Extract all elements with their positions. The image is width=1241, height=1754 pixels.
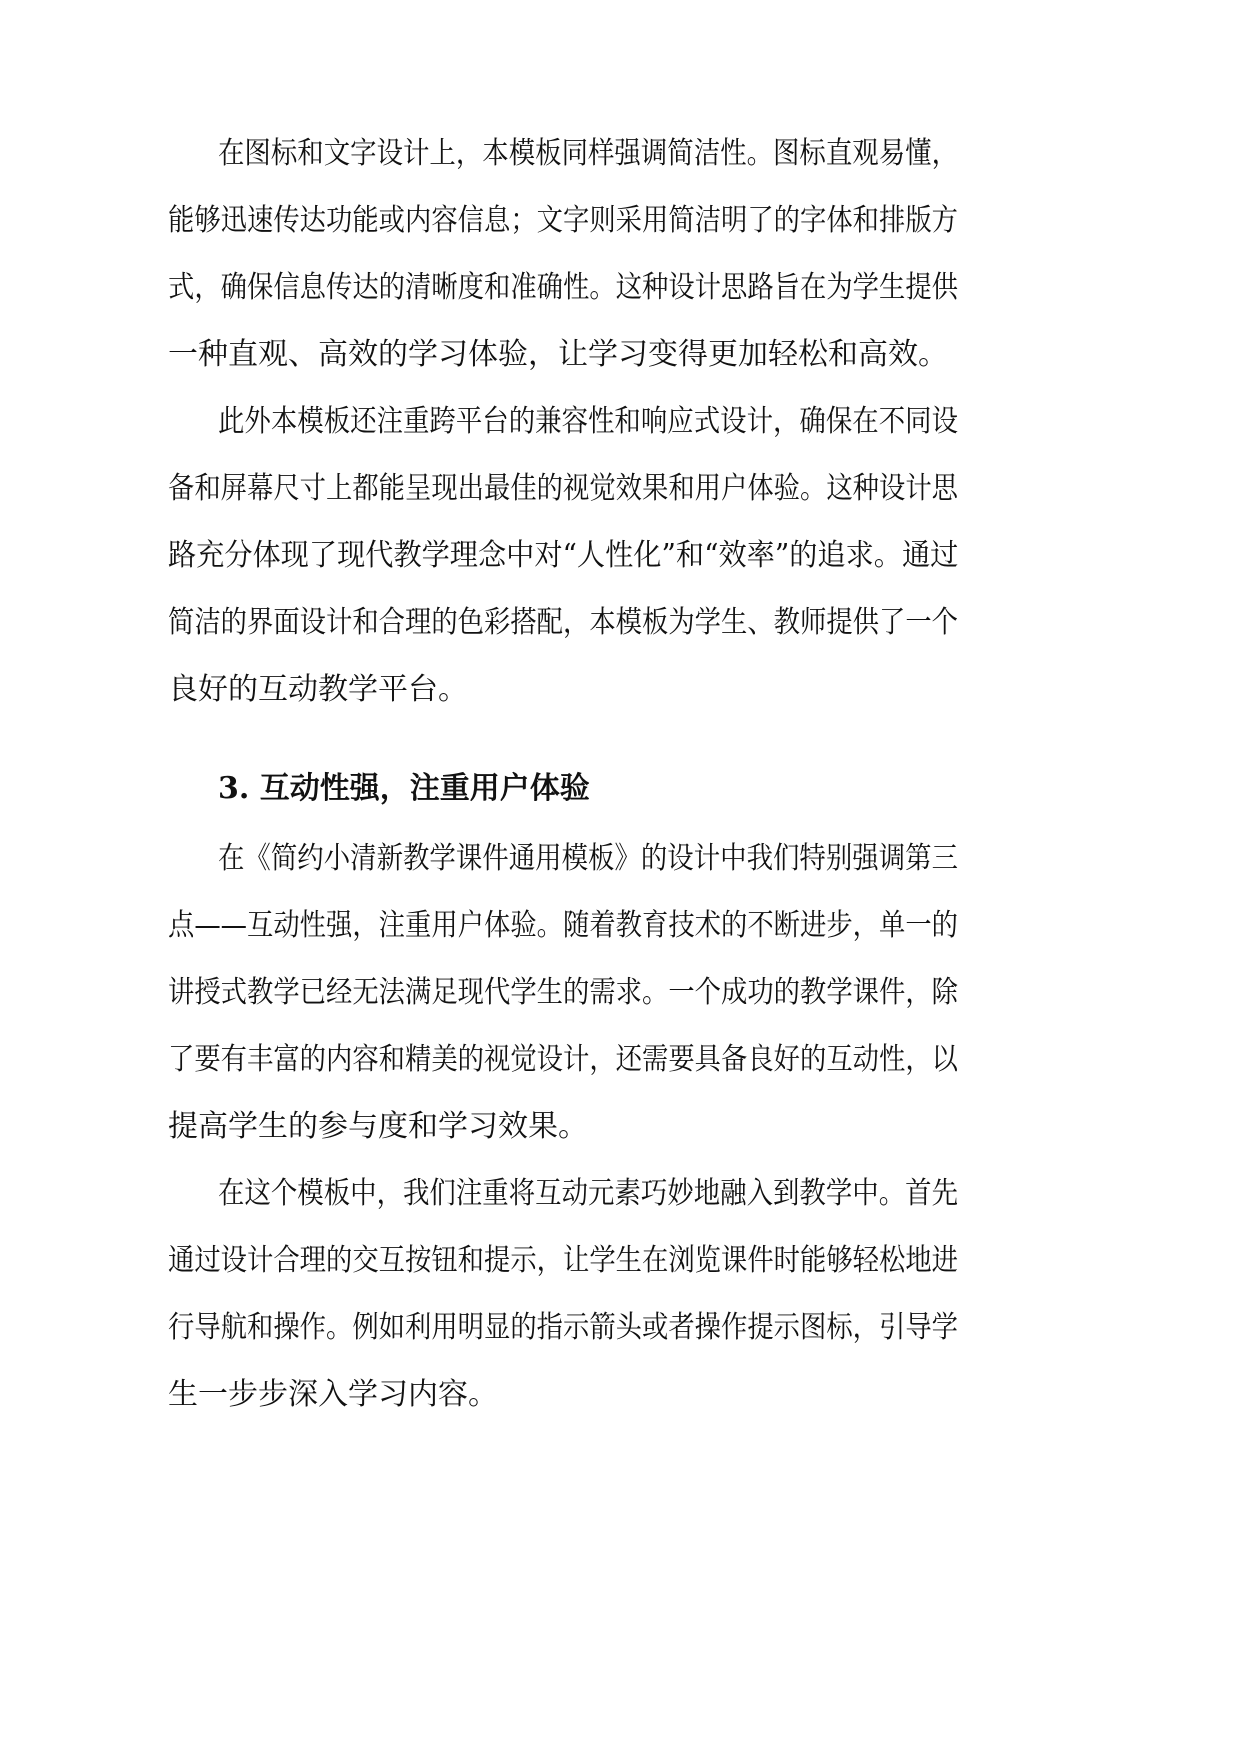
section-paragraph-1-line-2: 点——互动性强，注重用户体验。随着教育技术的不断进步，单一的 bbox=[168, 908, 958, 943]
section-paragraph-1-line-4: 了要有丰富的内容和精美的视觉设计，还需要具备良好的互动性，以 bbox=[168, 1042, 958, 1077]
paragraph-2-line-3: 路充分体现了现代教学理念中对“人性化”和“效率”的追求。通过 bbox=[168, 538, 959, 573]
section-paragraph-2-line-4: 生一步步深入学习内容。 bbox=[168, 1377, 498, 1412]
section-paragraph-2-line-1: 在这个模板中，我们注重将互动元素巧妙地融入到教学中。首先 bbox=[218, 1176, 958, 1211]
section-paragraph-1-line-5: 提高学生的参与度和学习效果。 bbox=[168, 1109, 588, 1144]
paragraph-1-line-2: 能够迅速传达功能或内容信息；文字则采用简洁明了的字体和排版方 bbox=[168, 203, 958, 238]
section-heading: 3. 互动性强，注重用户体验 bbox=[218, 771, 590, 806]
paragraph-1-line-3: 式，确保信息传达的清晰度和准确性。这种设计思路旨在为学生提供 bbox=[168, 270, 958, 305]
paragraph-2-line-1: 此外本模板还注重跨平台的兼容性和响应式设计，确保在不同设 bbox=[218, 404, 958, 439]
paragraph-2-line-4: 简洁的界面设计和合理的色彩搭配，本模板为学生、教师提供了一个 bbox=[168, 605, 958, 640]
paragraph-1-line-1: 在图标和文字设计上，本模板同样强调简洁性。图标直观易懂， bbox=[218, 136, 958, 171]
paragraph-2-line-5: 良好的互动教学平台。 bbox=[168, 672, 468, 707]
section-paragraph-1-line-1: 在《简约小清新教学课件通用模板》的设计中我们特别强调第三 bbox=[218, 841, 958, 876]
section-paragraph-2-line-3: 行导航和操作。例如利用明显的指示箭头或者操作提示图标，引导学 bbox=[168, 1310, 958, 1345]
section-paragraph-1-line-3: 讲授式教学已经无法满足现代学生的需求。一个成功的教学课件，除 bbox=[168, 975, 958, 1010]
paragraph-1-line-4: 一种直观、高效的学习体验，让学习变得更加轻松和高效。 bbox=[168, 337, 948, 372]
paragraph-2-line-2: 备和屏幕尺寸上都能呈现出最佳的视觉效果和用户体验。这种设计思 bbox=[168, 471, 958, 506]
section-paragraph-2-line-2: 通过设计合理的交互按钮和提示，让学生在浏览课件时能够轻松地进 bbox=[168, 1243, 958, 1278]
